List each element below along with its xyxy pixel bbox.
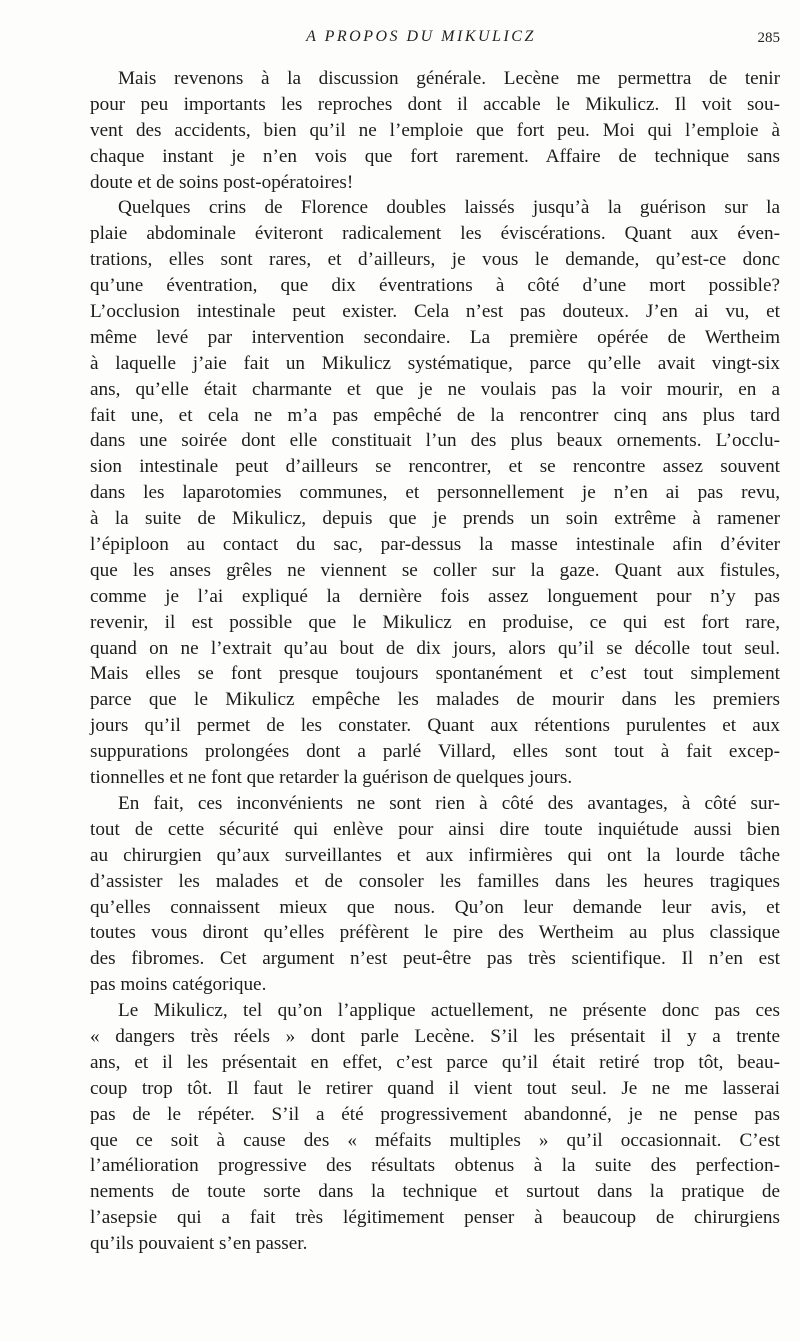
text-line: pour peu importants les reproches dont il accable le Mikulicz. Il voit sou- [90,93,780,115]
text-line: ans, et il les présentait en effet, c’est parce qu’il était retiré trop tôt, beau- [90,1051,780,1073]
text-line: Quelques crins de Florence doubles laissés jusqu’à la guérison sur la [118,197,780,219]
text-line: à la suite de Mikulicz, depuis que je prends un soin extrême à ramener [90,508,780,530]
text-line: même levé par intervention secondaire. La première opérée de Wertheim [90,326,780,348]
text-line: que les anses grêles ne viennent se coller sur la gaze. Quant aux fistules, [90,559,780,581]
text-line: revenir, il est possible que le Mikulicz en produise, ce qui est fort rare, [90,611,780,633]
text-line: sion intestinale peut d’ailleurs se rencontrer, et se rencontre assez souvent [90,456,780,478]
running-head [62,28,780,52]
text-line: Le Mikulicz, tel qu’on l’applique actuellement, ne présente donc pas ces [118,1000,780,1022]
text-line: au chirurgien qu’aux surveillantes et aux infirmières qui ont la lourde tâche [90,844,780,866]
text-line: à laquelle j’aie fait un Mikulicz systématique, parce qu’elle avait vingt-six [90,352,780,374]
text-line: jours qu’il permet de les constater. Quant aux rétentions purulentes et aux [90,715,780,737]
paragraph [62,791,780,998]
text-line: coup trop tôt. Il faut le retirer quand il vient tout seul. Je ne me lasserai [90,1077,780,1099]
text-line: quand on ne l’extrait qu’au bout de dix jours, alors qu’il se décolle tout seul. [90,637,780,659]
text-line: plaie abdominale éviteront radicalement les éviscérations. Quant aux éven- [90,223,780,245]
text-line: fait une, et cela ne m’a pas empêché de la rencontrer cinq ans plus tard [90,404,780,426]
text-line: parce que le Mikulicz empêche les malades de mourir dans les premiers [90,689,780,711]
text-line: pas moins catégorique. [90,974,267,996]
text-line: qu’ils pouvaient s’en passer. [90,1233,308,1255]
text-line: l’asepsie qui a fait très légitimement penser à beaucoup de chirurgiens [90,1207,780,1229]
text-line: Mais elles se font presque toujours spontanément et c’est tout simplement [90,663,780,685]
page-number: 285 [757,30,780,46]
text-line: chaque instant je n’en vois que fort rarement. Affaire de technique sans [90,145,780,167]
text-line: qu’une éventration, que dix éventrations à côté d’une mort possible? [90,275,780,297]
text-line: Mais revenons à la discussion générale. Lecène me permettra de tenir [118,68,780,89]
text-line: ans, qu’elle était charmante et que je ne voulais pas la voir mourir, en a [90,378,780,400]
text-line: dans les laparotomies communes, et personnellement je n’en ai pas revu, [90,482,780,504]
text-line: d’assister les malades et de consoler les familles dans les heures tragiques [90,870,780,892]
text-line: doute et de soins post-opératoires! [90,171,354,193]
text-line: trations, elles sont rares, et d’ailleurs, je vous le demande, qu’est-ce donc [90,249,780,271]
paragraph [62,195,780,790]
text-line: qu’elles connaissent mieux que nous. Qu’on leur demande leur avis, et [90,896,780,918]
text-line: vent des accidents, bien qu’il ne l’emploie que fort peu. Moi qui l’emploie à [90,119,780,141]
text-line: nements de toute sorte dans la technique et surtout dans la pratique de [90,1181,780,1203]
text-line: l’épiploon au contact du sac, par-dessus la masse intestinale afin d’éviter [90,534,780,556]
text-line: dans une soirée dont elle constituait l’un des plus beaux ornements. L’occlu- [90,430,780,452]
text-line: toutes vous diront qu’elles préfèrent le pire des Wertheim au plus classique [90,922,780,944]
paragraph [62,998,780,1257]
body-text [62,66,780,1257]
text-line: des fibromes. Cet argument n’est peut-être pas très scientifique. Il n’en est [90,948,780,970]
text-line: tout de cette sécurité qui enlève pour ainsi dire toute inquiétude aussi bien [90,818,780,840]
running-title: A PROPOS DU MIKULICZ [306,28,536,45]
text-line: L’occlusion intestinale peut exister. Cela n’est pas douteux. J’en ai vu, et [90,301,780,323]
text-line: suppurations prolongées dont a parlé Villard, elles sont tout à fait excep- [90,741,780,763]
text-line: que ce soit à cause des « méfaits multiples » qu’il occasionnait. C’est [90,1129,780,1151]
text-line: l’amélioration progressive des résultats obtenus à la suite des perfection- [90,1155,780,1177]
text-line: tionnelles et ne font que retarder la guérison de quelques jours. [90,767,573,789]
text-line: En fait, ces inconvénients ne sont rien à côté des avantages, à côté sur- [118,792,780,814]
text-line: « dangers très réels » dont parle Lecène. S’il les présentait il y a trente [90,1025,780,1047]
text-line: comme je l’ai expliqué la dernière fois assez longuement pour n’y pas [90,585,780,607]
text-line: pas de le répéter. S’il a été progressivement abandonné, je ne pense pas [90,1103,780,1125]
paragraph [62,66,780,195]
